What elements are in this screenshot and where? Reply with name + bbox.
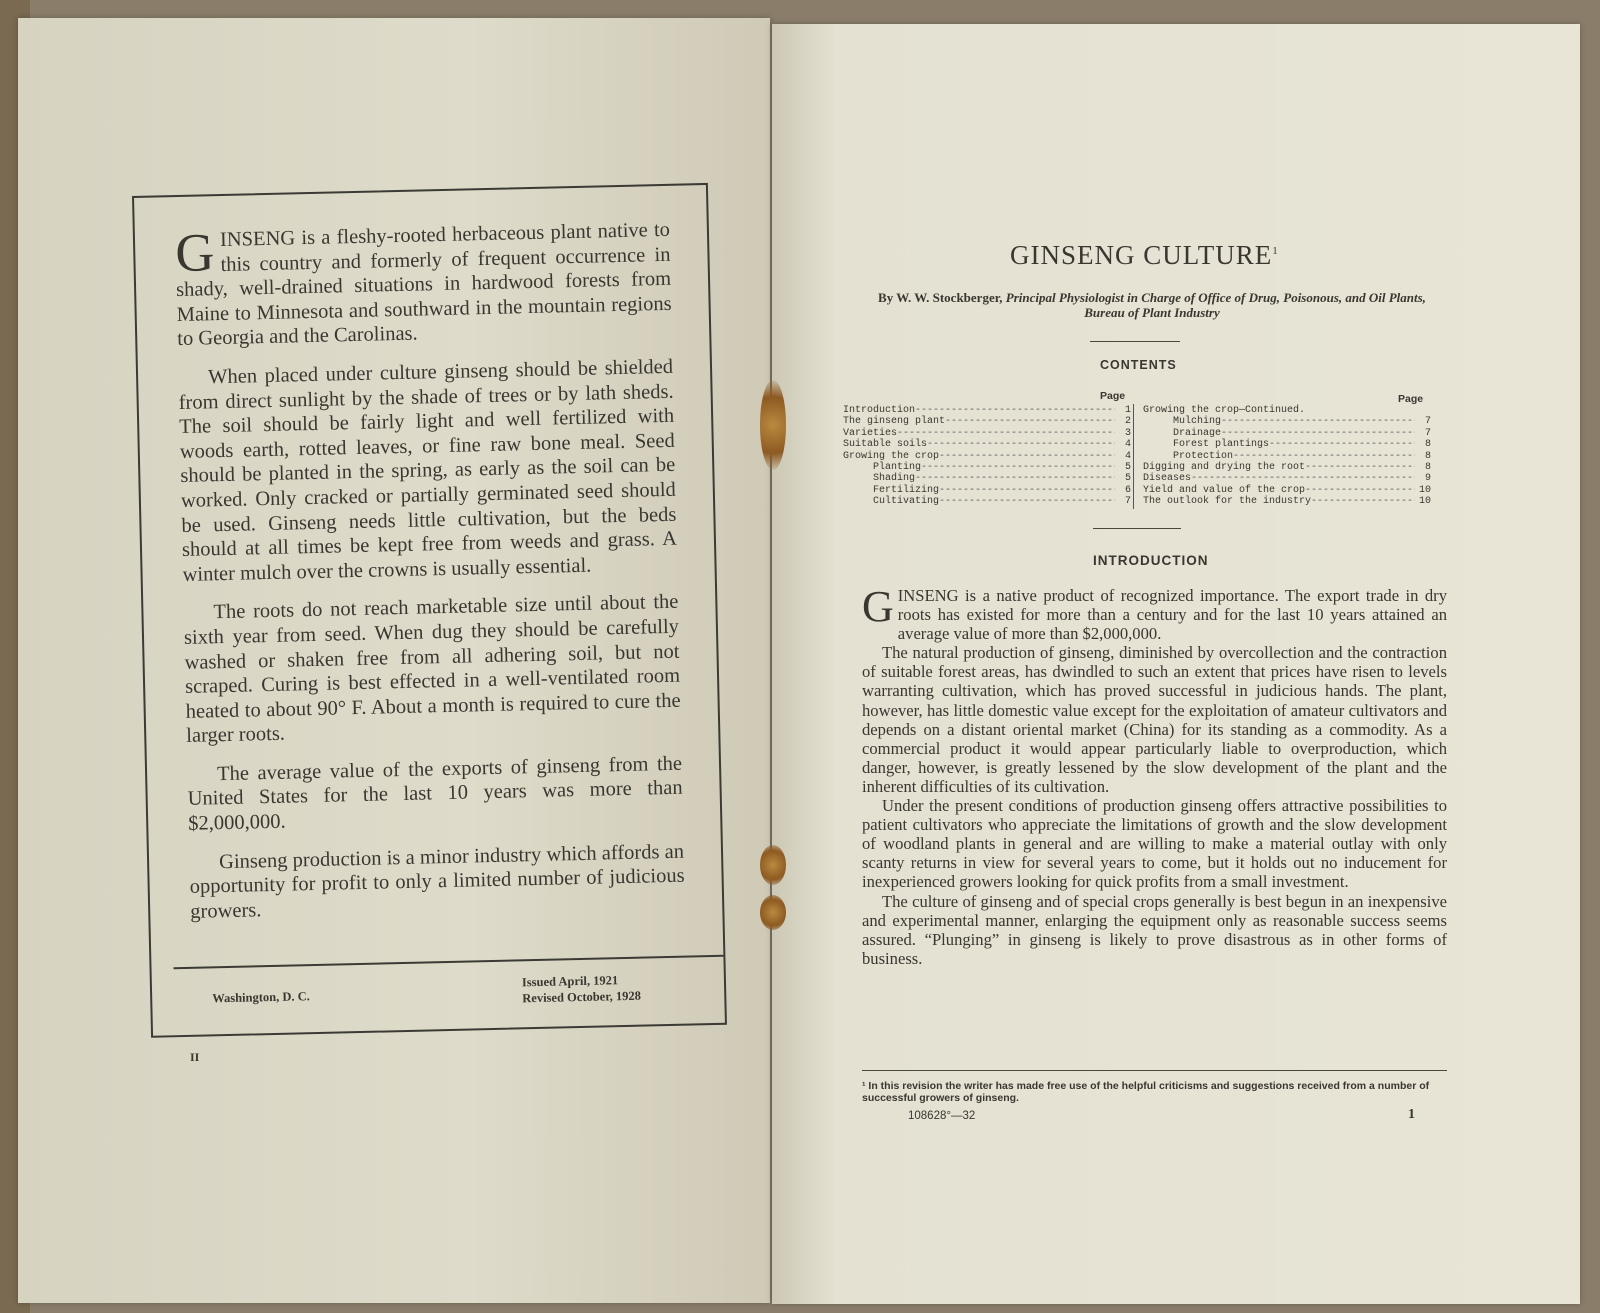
toc-entry <box>1143 451 1431 462</box>
toc-entry-page: 4 <box>1124 450 1131 462</box>
introduction-heading: INTRODUCTION <box>1093 553 1209 568</box>
toc-entry <box>1143 485 1431 496</box>
toc-leader-dots <box>915 405 1115 416</box>
toc-entry-page: 4 <box>1124 439 1131 451</box>
toc-entry-label: Digging and drying the root <box>1143 462 1306 474</box>
toc-entry <box>1143 405 1431 416</box>
toc-leader-dots <box>915 473 1115 484</box>
toc-entry-page: 6 <box>1124 484 1131 496</box>
title-footnote-mark: 1 <box>1272 245 1279 257</box>
publication-place: Washington, D. C. <box>212 989 310 1006</box>
right-page-number: 1 <box>1408 1107 1415 1122</box>
toc-entry <box>1143 439 1431 450</box>
toc-entry-label: Fertilizing <box>873 484 940 496</box>
toc-entry <box>843 405 1131 416</box>
toc-entry <box>843 451 1131 462</box>
left-page-number: II <box>190 1050 200 1064</box>
toc-entry <box>843 416 1131 427</box>
page-title <box>1010 240 1279 271</box>
toc-entry-label: Growing the crop—Continued. <box>1143 405 1306 416</box>
intro-paragraph-4: The culture of ginseng and of special crops generally is best begun in an inexpensive and experimental manner, enlarging the equipment only as reasonable success seems assured. “Plunging” in ginseng is likely to prove disastrous as in other forms of business. <box>862 891 1447 968</box>
toc-entry-label: Shading <box>873 473 916 485</box>
toc-entry-page: 5 <box>1124 462 1131 474</box>
toc-entry-label: Planting <box>873 462 922 474</box>
toc-entry-page: 2 <box>1124 416 1131 428</box>
toc-entry-page: 7 <box>1124 496 1131 508</box>
toc-entry-page: 1 <box>1124 405 1131 416</box>
issued-date: Issued April, 1921 <box>521 973 619 990</box>
toc-entry-page: 10 <box>1418 496 1431 508</box>
introduction-body <box>862 582 1447 968</box>
toc-entry-label: Suitable soils <box>843 439 928 451</box>
toc-entry-page: 10 <box>1418 484 1431 496</box>
toc-entry-page: 8 <box>1424 450 1431 462</box>
toc-leader-dots <box>1305 462 1415 473</box>
toc-page-label: Page <box>1100 390 1126 402</box>
toc-entry-label: The outlook for the industry <box>1143 496 1312 508</box>
toc-leader-dots <box>921 462 1115 473</box>
toc-entry <box>1143 473 1431 484</box>
toc-entry-page: 7 <box>1424 427 1431 439</box>
toc-entry <box>1143 416 1431 427</box>
summary-paragraph-1: INSENG is a fleshy-rooted herbaceous plant native to this country and formerly of frequent occurrence in shady, well-drained situations in hardwood forests from Maine to Minnesota and southward in the mountain regions to Georgia and the Carolinas. <box>175 218 672 351</box>
toc-entry-label: Diseases <box>1143 473 1192 485</box>
toc-separator <box>1133 404 1134 509</box>
toc-entry-label: Cultivating <box>873 496 940 508</box>
footnote-rule <box>862 1070 1447 1071</box>
toc-entry-page: 8 <box>1424 462 1431 474</box>
toc-entry-label: Introduction <box>843 405 916 416</box>
toc-leader-dots <box>1221 428 1415 439</box>
summary-paragraph-3: The roots do not reach marketable size until about the sixth year from seed. When dug they should be carefully washed or shaken free from all adhering soil, but not scraped. Curing is best effected in a well-ventilated room heated to about 90° F. About a month is required to cure the larger roots. <box>183 591 681 748</box>
toc-right-column <box>1143 405 1431 508</box>
contents-heading: CONTENTS <box>1100 358 1177 372</box>
toc-entry <box>1143 462 1431 473</box>
toc-entry <box>843 439 1131 450</box>
summary-dropcap: G <box>174 222 215 284</box>
toc-page-label: Page <box>1398 393 1424 405</box>
divider-rule <box>1093 528 1181 529</box>
toc-leader-dots <box>1191 473 1415 484</box>
toc-leader-dots <box>1305 485 1415 496</box>
summary-paragraph-4: The average value of the exports of ginseng from the United States for the last 10 years was more than $2,000,000. <box>187 752 683 835</box>
toc-entry-label: Varieties <box>843 427 898 439</box>
staple-rust-stain <box>760 845 786 885</box>
toc-entry <box>843 496 1131 507</box>
footnote: ¹ In this revision the writer has made free use of the helpful criticisms and suggestions received from a number of successful growers of ginseng. <box>862 1080 1430 1104</box>
toc-leader-dots <box>1233 451 1415 462</box>
toc-entry-label: Yield and value of the crop <box>1143 484 1306 496</box>
toc-entry-label: Forest plantings <box>1173 439 1270 451</box>
toc-entry-label: The ginseng plant <box>843 416 946 428</box>
summary-box <box>132 183 727 1038</box>
toc-entry-page: 8 <box>1424 439 1431 451</box>
toc-entry-label: Mulching <box>1173 416 1222 428</box>
staple-rust-stain <box>760 895 786 930</box>
intro-paragraph-1: INSENG is a native product of recognized importance. The export trade in dry roots has existed for more than a century and for the last 10 years attained an average value of more than $2,000,000. <box>897 586 1447 644</box>
toc-entry-label: Growing the crop <box>843 450 940 462</box>
print-code: 108628°—32 <box>908 1110 976 1122</box>
toc-leader-dots <box>1269 439 1415 450</box>
toc-entry <box>843 428 1131 439</box>
byline <box>862 290 1442 320</box>
toc-entry-page: 9 <box>1424 473 1431 485</box>
toc-leader-dots <box>927 439 1115 450</box>
toc-entry-page: 3 <box>1124 427 1131 439</box>
box-divider <box>174 955 724 969</box>
intro-paragraph-3: Under the present conditions of production ginseng offers attractive possibilities to patient cultivators who appreciate the limitations of growth and the slow development of woodland plants in general and are willing to make a material outlay with only scanty returns in view for several years to come, but it holds out no inducement for inexperienced growers looking for quick profits from a small investment. <box>862 796 1447 892</box>
toc-leader-dots <box>945 416 1115 427</box>
toc-leader-dots <box>1221 416 1415 427</box>
intro-paragraph-2: The natural production of ginseng, diminished by overcollection and the contraction of suitable forest areas, has dwindled to such an extent that prices have risen to levels warranting cultivation, which has proved successful in judicious hands. The plant, however, has little domestic value except for the exploitation of amateur cultivators and depends on a distant oriental market (China) for its standing as a commodity. As a commercial product it would appear particularly liable to overproduction, which danger, however, is greatly lessened by the slow development of the plant and the inherent difficulties of its cultivation. <box>862 643 1447 796</box>
toc-entry <box>843 473 1131 484</box>
toc-entry-label: Drainage <box>1173 427 1222 439</box>
toc-leader-dots <box>939 496 1115 507</box>
toc-entry <box>1143 496 1431 507</box>
toc-leader-dots <box>1311 496 1415 507</box>
summary-paragraph-5: Ginseng production is a minor industry which affords an opportunity for profit to only a limited number of judicious growers. <box>189 840 685 923</box>
toc-left-column <box>843 405 1131 508</box>
summary-paragraph-2: When placed under culture ginseng should be shielded from direct sunlight by the shade of trees or by lath sheds. The soil should be fairly light and well fertilized with woods earth, rotted leaves, or fine raw bone meal. Seed should be planted in the spring, as early as the soil can be worked. Only cracked or partially germinated seed should be used. Ginseng needs little cultivation, but the beds should at all times be kept free from weeds and grass. A winter mulch over the crowns is usually essential. <box>178 355 678 586</box>
staple-rust-stain <box>760 380 786 470</box>
issue-dates <box>522 972 641 1007</box>
toc-leader-dots <box>939 451 1115 462</box>
toc-entry-page: 7 <box>1424 416 1431 428</box>
toc-entry-page: 5 <box>1124 473 1131 485</box>
divider-rule <box>1090 341 1180 342</box>
intro-dropcap: G <box>862 582 894 631</box>
revised-date: Revised October, 1928 <box>522 988 642 1006</box>
toc-entry-label: Protection <box>1173 450 1234 462</box>
toc-entry <box>1143 428 1431 439</box>
summary-text <box>175 218 686 938</box>
byline-role: Principal Physiologist in Charge of Office of Drug, Poisonous, and Oil Plants, Bureau of Plant Industry <box>1005 290 1426 320</box>
toc-leader-dots <box>939 485 1115 496</box>
toc-leader-dots <box>897 428 1115 439</box>
toc-entry <box>843 485 1131 496</box>
byline-author: By W. W. Stockberger, <box>878 290 1003 305</box>
title-text: GINSENG CULTURE <box>1010 240 1273 270</box>
toc-entry <box>843 462 1131 473</box>
